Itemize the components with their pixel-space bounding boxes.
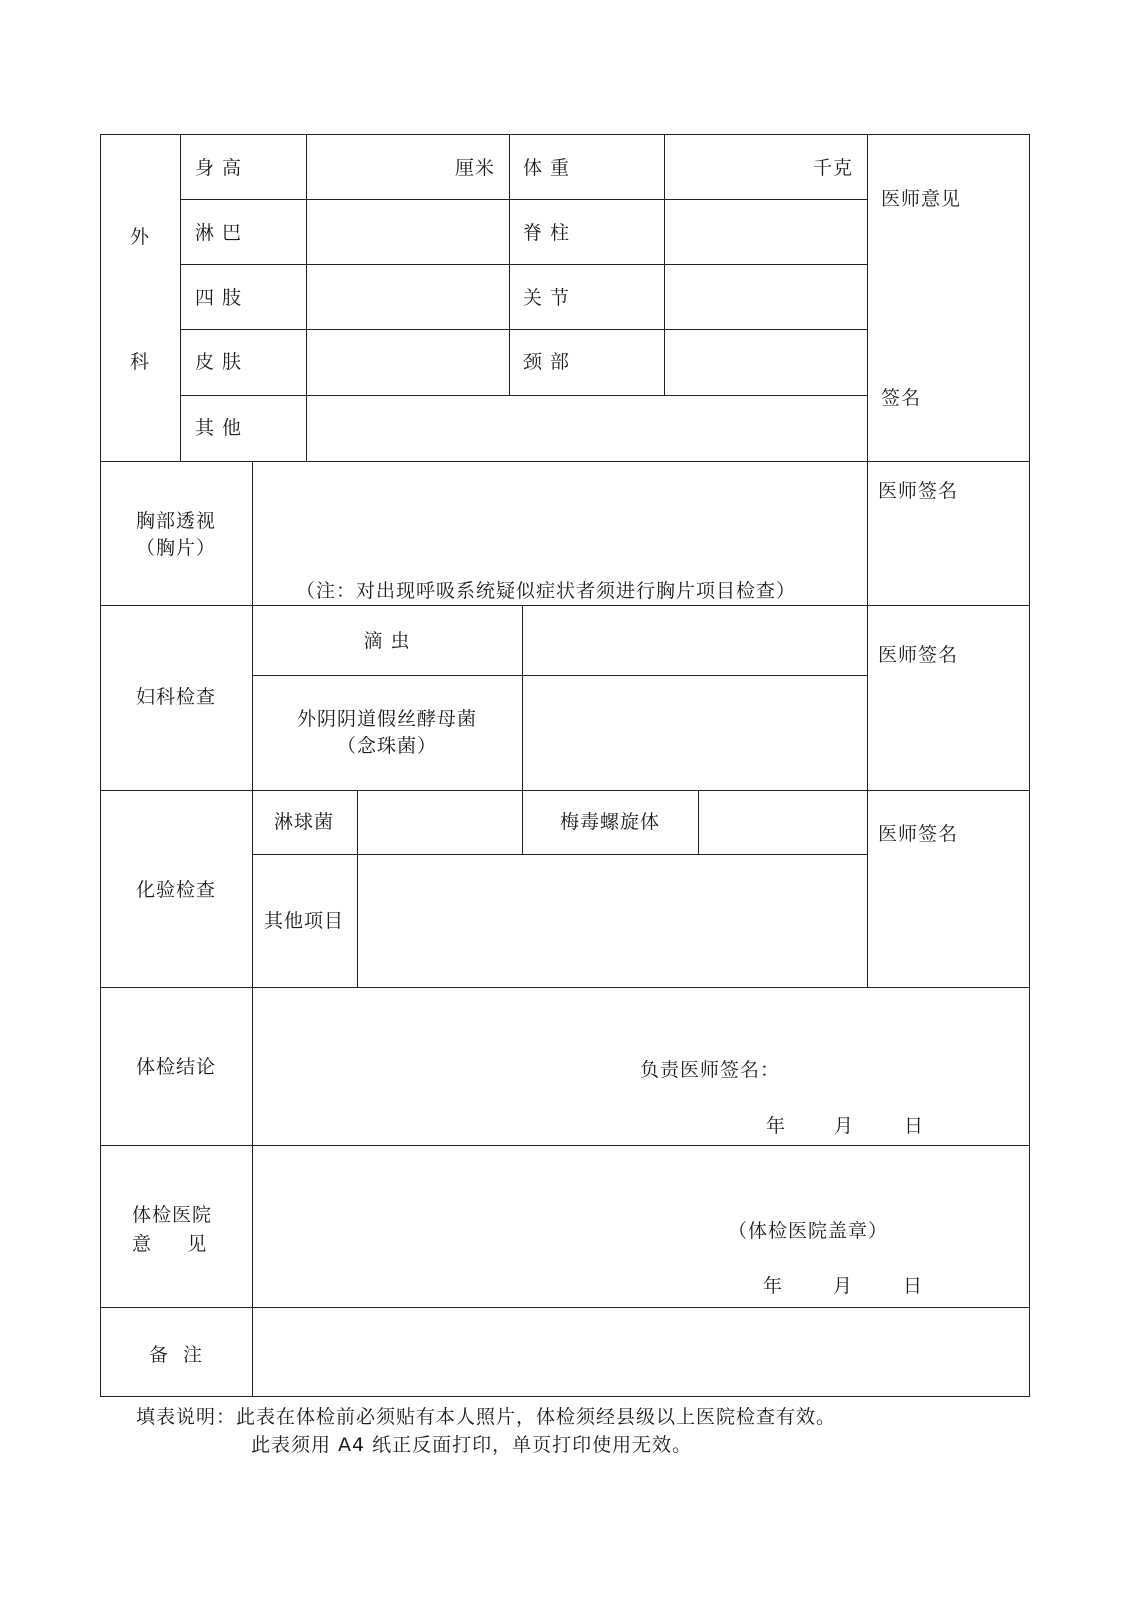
syphilis-label: 梅毒螺旋体 [559,811,661,833]
gonococcus-field[interactable] [359,792,520,853]
candida-label-line1: 外阴阴道假丝酵母菌 [296,708,478,730]
remarks-field[interactable] [254,1309,1028,1395]
conclusion-month: 月 [834,1115,855,1137]
lymph-field[interactable] [308,201,507,263]
joints-field[interactable] [666,266,865,328]
doctor-col-divider [867,461,868,988]
gonococcus-label: 淋球菌 [273,811,335,833]
conclusion-field[interactable] [254,989,1028,1049]
surgery-col-1 [180,134,181,461]
chest-label-line2: （胸片） [135,537,217,559]
divider-gyn-lab [100,790,1030,791]
lymph-label: 淋 巴 [195,222,243,244]
label-col-divider [252,461,253,1397]
border-top [100,134,1030,135]
skin-label: 皮 肤 [195,351,243,373]
spine-field[interactable] [666,201,865,263]
hospital-year: 年 [763,1275,784,1297]
conclusion-label: 体检结论 [135,1056,217,1078]
footer-note-line1: 填表说明：此表在体检前必须贴有本人照片，体检须经县级以上医院检查有效。 [136,1406,837,1428]
trichomonas-label: 滴 虫 [363,630,411,652]
gyn-label: 妇科检查 [135,686,217,708]
other-items-field[interactable] [359,856,866,986]
border-bottom [100,1396,1030,1397]
chest-note: （注：对出现呼吸系统疑似症状者须进行胸片项目检查） [295,580,797,602]
surgery-doctor-opinion-label: 医师意见 [881,188,962,210]
conclusion-year: 年 [766,1115,787,1137]
syphilis-field[interactable] [700,792,866,853]
weight-field[interactable] [666,136,806,198]
height-field[interactable] [308,136,448,198]
weight-unit: 千克 [813,157,854,179]
surgery-section-label-top: 外 [130,226,151,248]
other-label: 其 他 [195,417,243,439]
weight-label: 体 重 [523,157,571,179]
hospital-opinion-field[interactable] [254,1147,1028,1207]
border-right [1029,134,1030,1397]
other-field[interactable] [308,397,865,460]
conclusion-day: 日 [904,1115,925,1137]
gyn-doctor-sign-label: 医师签名 [878,644,959,666]
hospital-day: 日 [903,1275,924,1297]
neck-field[interactable] [666,331,865,394]
hospital-month: 月 [833,1275,854,1297]
skin-field[interactable] [308,331,507,394]
chest-label-line1: 胸部透视 [135,510,217,532]
hospital-label-line2: 意 见 [132,1233,208,1255]
lab-doctor-sign-label: 医师签名 [878,823,959,845]
lab-col-2 [522,790,523,854]
chest-doctor-sign-label: 医师签名 [878,480,959,502]
height-label: 身 高 [195,157,243,179]
limbs-field[interactable] [308,266,507,328]
footer-note-line2: 此表须用 A4 纸正反面打印，单页打印使用无效。 [251,1434,693,1456]
joints-label: 关 节 [523,287,571,309]
conclusion-doctor-sign-label: 负责医师签名： [640,1059,781,1081]
height-unit: 厘米 [455,157,496,179]
remarks-label: 备 注 [148,1344,204,1366]
neck-label: 颈 部 [523,351,571,373]
surgery-section-label-bottom: 科 [130,351,151,373]
spine-label: 脊 柱 [523,222,571,244]
lab-label: 化验检查 [135,879,217,901]
chest-result-field[interactable] [254,463,866,573]
limbs-label: 四 肢 [195,287,243,309]
candida-label-line2: （念珠菌） [336,735,438,757]
border-left [100,134,101,1397]
surgery-signature-label: 签名 [881,387,922,409]
other-items-label: 其他项目 [263,910,345,932]
candida-field[interactable] [524,677,866,789]
surgery-doctor-opinion-field[interactable] [869,215,1027,375]
trichomonas-field[interactable] [524,607,866,674]
hospital-label-line1: 体检医院 [132,1204,213,1226]
hospital-stamp-label: （体检医院盖章） [728,1220,889,1242]
